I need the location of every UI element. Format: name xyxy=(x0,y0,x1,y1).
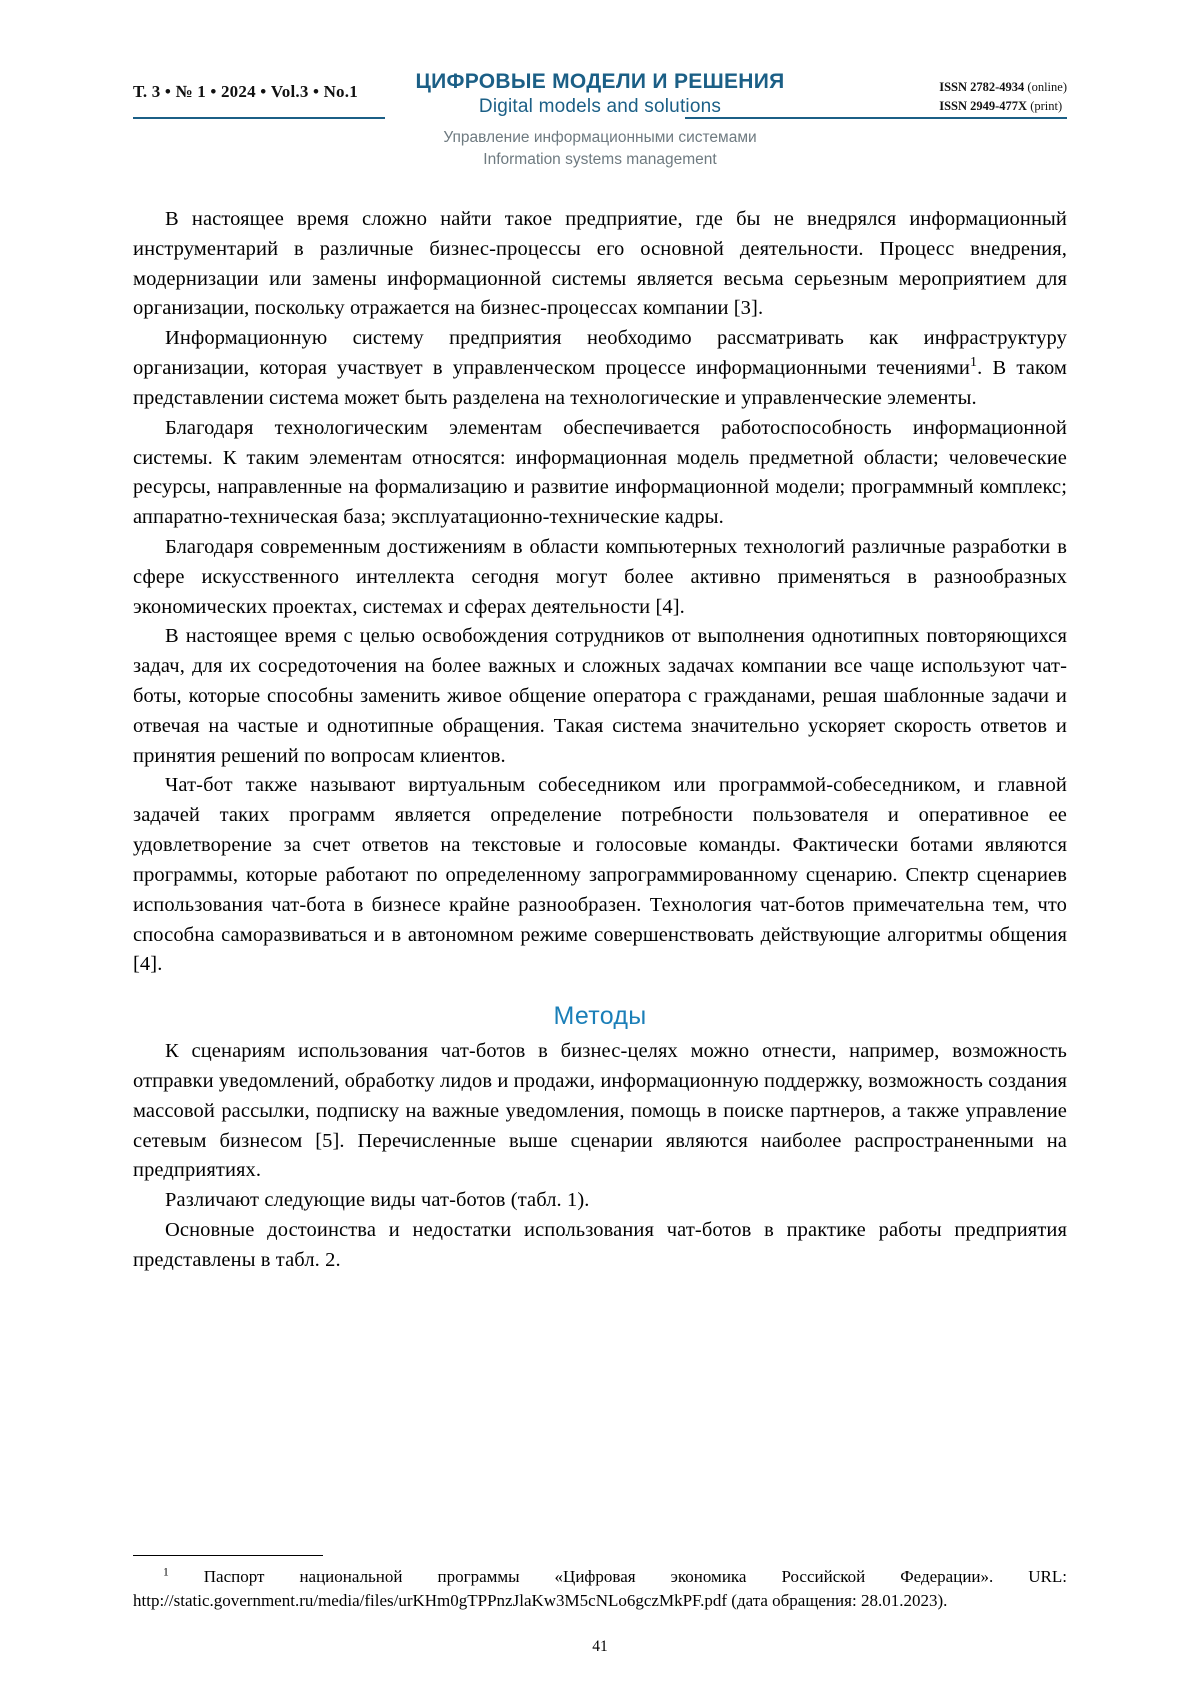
journal-title-block xyxy=(385,70,815,118)
issn-online-value: ISSN 2782-4934 xyxy=(939,80,1025,94)
paragraph-8: Различают следующие виды чат-ботов (табл. 1). xyxy=(165,1189,590,1212)
issn-online-label: (online) xyxy=(1027,80,1067,94)
paragraph-1: В настоящее время сложно найти такое предприятие, где бы не внедрялся информационный инструментарий в различные бизнес-процессы его основной деятельности. Процесс внедрения, модернизации или замены информационной системы является весьма серьезным мероприятием для организации, поскольку отражается на бизнес-процессах компании [3]. xyxy=(133,208,1067,320)
page-header xyxy=(133,70,1067,134)
paragraph-2 xyxy=(133,324,1067,413)
issn-block xyxy=(939,78,1067,116)
journal-title-en: Digital models and solutions xyxy=(478,96,722,118)
footnote-reference: 1 xyxy=(970,355,978,371)
volume-issue-label: Т. 3 • № 1 • 2024 • Vol.3 • No.1 xyxy=(133,82,358,101)
issn-print-label: (print) xyxy=(1030,98,1063,113)
rubric-en: Information systems management xyxy=(483,151,717,169)
paragraph-6: Чат-бот также называют виртуальным собеседником или программой-собеседником, и главной задачей таких программ является определение потребности пользователя и оперативное ее удовлетворение за счет ответов на текстовые и голосовые команды. Фактически ботами являются программы, которые работают по определенному запрограммированному сценарию. Спектр сценариев использования чат-бота в бизнесе крайне разнообразен. Технология чат-ботов примечательна тем, что способна саморазвиваться и в автономном режиме совершенствовать действующие алгоритмы общения [4]. xyxy=(133,774,1067,976)
paragraph-5: В настоящее время с целью освобождения сотрудников от выполнения однотипных повторяющихся задач, для их сосредоточения на более важных и сложных задачах компании все чаще используют чат-боты, которые способны заменить живое общение оператора с гражданами, решая шаблонные задачи и отвечая на частые и однотипные обращения. Такая система значительно ускоряет скорость ответов и принятия решений по вопросам клиентов. xyxy=(133,625,1067,767)
journal-title-ru: ЦИФРОВЫЕ МОДЕЛИ И РЕШЕНИЯ xyxy=(415,70,785,93)
footnote-marker: 1 xyxy=(163,1565,169,1579)
issn-online-line xyxy=(939,78,1067,97)
paragraph-4: Благодаря современным достижениям в области компьютерных технологий различные разработки в сфере искусственного интеллекта сегодня могут более активно применяться в разнообразных экономических проектах, системах и сферах деятельности [4]. xyxy=(133,535,1067,618)
rubric xyxy=(133,127,1067,172)
footnote-block xyxy=(133,1555,1067,1613)
footnote-body: Паспорт национальной программы «Цифровая экономика Российской Федерации». URL: http://static.government.ru/media/files/urKHm0gTPPnzJlaKw3M5cNLo6gczMkPF.pdf (дата обращения: 28.01.2023). xyxy=(133,1567,1067,1611)
footnote-divider xyxy=(133,1555,323,1556)
paragraph-7: К сценариям использования чат-ботов в бизнес-целях можно отнести, например, возможность отправки уведомлений, обработку лидов и продажи, информационную поддержку, возможность создания массовой рассылки, подписку на важные уведомления, помощь в поиске партнеров, а также управление сетевым бизнесом [5]. Перечисленные выше сценарии являются наиболее распространенными на предприятиях. xyxy=(133,1040,1067,1182)
paragraph-9: Основные достоинства и недостатки использования чат-ботов в практике работы предприятия представлены в табл. 2. xyxy=(133,1219,1067,1271)
issn-print-value: ISSN 2949-477X xyxy=(939,98,1028,113)
article-body xyxy=(133,205,1067,1276)
issn-print-line xyxy=(939,97,1067,116)
section-heading-methods: Методы xyxy=(553,1002,647,1031)
paragraph-2-text: Информационную систему предприятия необходимо рассматривать как инфраструктуру организации, которая участвует в управленческом процессе информационными течениями$^1$. В таком представлении система может быть разделена на технологические и управленческие элементы. xyxy=(133,327,1067,409)
paragraph-3: Благодаря технологическим элементам обеспечивается работоспособность информационной системы. К таким элементам относятся: информационная модель предметной области; человеческие ресурсы, направленные на формализацию и развитие информационной модели; программный комплекс; аппаратно-техническая база; эксплуатационно-технические кадры. xyxy=(133,416,1067,529)
footnote-text xyxy=(133,1565,1067,1613)
header-divider-gap xyxy=(385,117,685,120)
rubric-ru: Управление информационными системами xyxy=(443,129,757,146)
page-number: 41 xyxy=(592,1638,608,1655)
